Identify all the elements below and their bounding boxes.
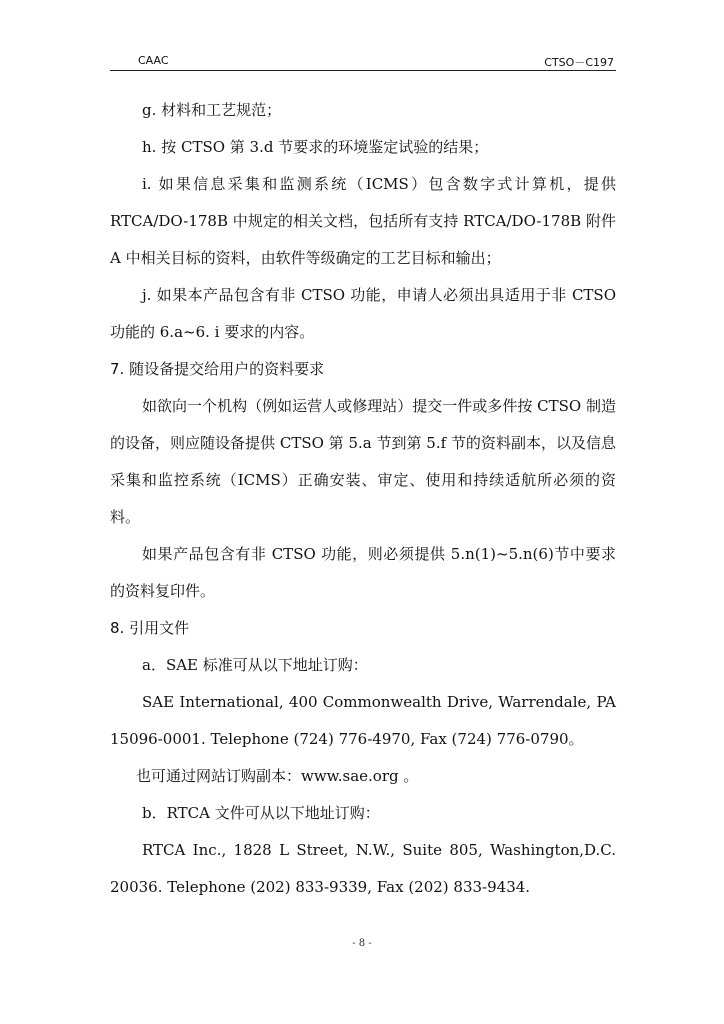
page-header — [110, 50, 616, 71]
paragraph-j: j. 如果本产品包含有非 CTSO 功能，申请人必须出具适用于非 CTSO 功能的 6.a~6. i 要求的内容。 — [110, 286, 616, 341]
paragraph-g: g. 材料和工艺规范； — [142, 101, 282, 119]
paragraph-i: i. 如果信息采集和监测系统（ICMS）包含数字式计算机，提供 RTCA/DO-178B 中规定的相关文档，包括所有支持 RTCA/DO-178B 附件 A 中相关目标的资料，由软件等级确定的工艺目标和输出； — [110, 175, 616, 267]
header-left-label: CAAC — [138, 54, 169, 67]
header-document-id: CTSO－C197 — [544, 56, 614, 69]
page-number: - 8 - — [352, 938, 372, 949]
sae-website: 也可通过网站订购副本：www.sae.org 。 — [136, 767, 419, 785]
document-body — [110, 92, 616, 906]
paragraph-h: h. 按 CTSO 第 3.d 节要求的环境鉴定试验的结果； — [142, 138, 489, 156]
section-8-item-b: b．RTCA 文件可从以下地址订购： — [142, 804, 380, 822]
rtca-address: RTCA Inc., 1828 L Street, N.W., Suite 805, Washington,D.C. 20036. Telephone (202) 833-9339, Fax (202) 833-9434. — [110, 841, 616, 896]
section-7-heading: 7. 随设备提交给用户的资料要求 — [110, 360, 325, 378]
section-8-heading: 8. 引用文件 — [110, 619, 190, 637]
section-8-item-a: a．SAE 标准可从以下地址订购： — [142, 656, 368, 674]
section-7-paragraph: 如欲向一个机构（例如运营人或修理站）提交一件或多件按 CTSO 制造的设备，则应随设备提供 CTSO 第 5.a 节到第 5.f 节的资料副本，以及信息采集和监控系统（ICMS）正确安装、审定、使用和持续适航所必须的资料。 — [110, 397, 616, 526]
section-7-paragraph: 如果产品包含有非 CTSO 功能，则必须提供 5.n(1)~5.n(6)节中要求的资料复印件。 — [110, 545, 616, 600]
sae-address: SAE International, 400 Commonwealth Drive, Warrendale, PA 15096-0001. Telephone (724) 776-4970, Fax (724) 776-0790。 — [110, 693, 616, 748]
